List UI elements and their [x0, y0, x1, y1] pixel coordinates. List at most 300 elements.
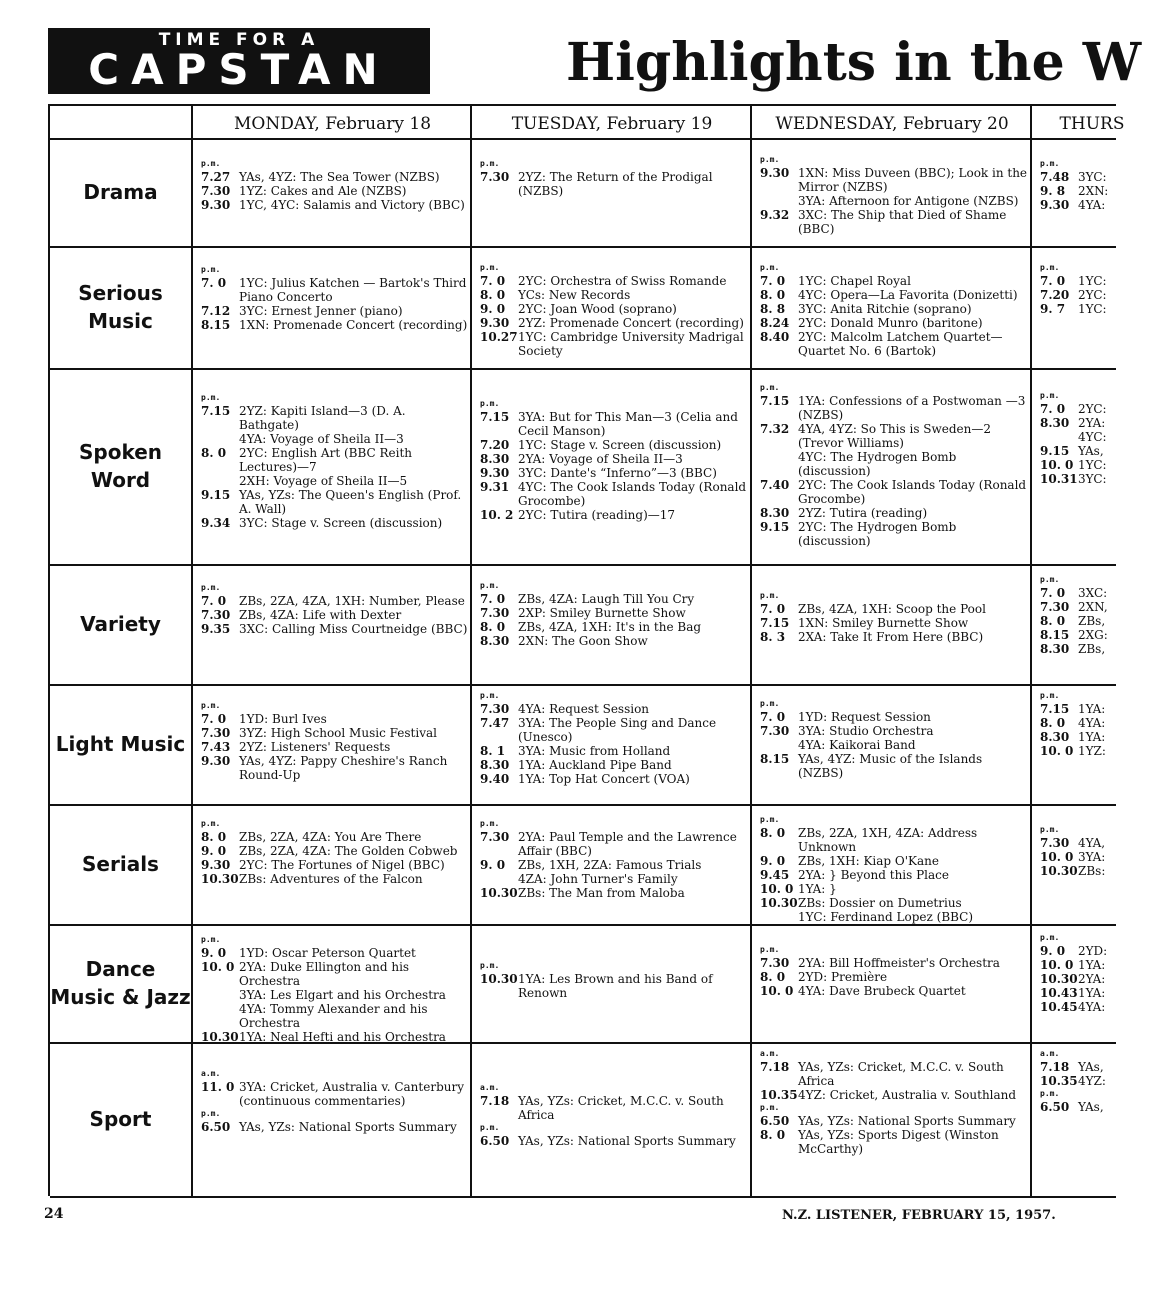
programme-time: 10.43: [1040, 986, 1078, 1000]
programme-time: 7. 0: [201, 276, 227, 290]
programme-title: 1YC: Chapel Royal: [798, 274, 911, 288]
programme-entry: [201, 988, 468, 1002]
period-marker: p.m.: [480, 691, 500, 700]
programme-entry: [201, 858, 468, 872]
programme-title: 2XP: Smiley Burnette Show: [518, 606, 686, 620]
period-marker: p.m.: [201, 265, 221, 274]
page-headline: Highlights in the W: [566, 32, 1142, 93]
listing-cell: [470, 804, 752, 924]
category-row-light-music: [50, 684, 1116, 806]
programme-time: 6.50: [1040, 1100, 1070, 1114]
period-marker: p.m.: [760, 155, 780, 164]
programme-title: 2YA: Paul Temple and the Lawrence Affair (BBC): [518, 830, 737, 858]
programme-time: 8.40: [760, 330, 790, 344]
programme-entry: [480, 744, 748, 758]
programme-time: 10. 0: [1040, 744, 1074, 758]
programme-entry: [201, 1080, 468, 1108]
programme-time: 7. 0: [201, 712, 227, 726]
programme-time: 9.30: [760, 166, 790, 180]
programme-title: 2YZ: Kapiti Island—3 (D. A. Bathgate): [239, 404, 406, 432]
programme-title: 1YC, 4YC: Salamis and Victory (BBC): [239, 198, 465, 212]
programme-entry: [480, 872, 748, 886]
programme-entry: [1040, 944, 1148, 958]
programme-time: 9.15: [201, 488, 231, 502]
listing-cell: [470, 1042, 752, 1196]
programme-entry: [1040, 836, 1148, 850]
programme-entry: [480, 634, 748, 648]
programme-time: 7.20: [1040, 288, 1070, 302]
programme-time: 8. 0: [760, 970, 786, 984]
period-marker: p.m.: [201, 393, 221, 402]
programme-time: 7.30: [480, 702, 510, 716]
programme-entry: [760, 910, 1028, 924]
category-label: Serials: [82, 852, 159, 876]
programme-time: 8. 0: [201, 446, 227, 460]
programme-title: 2YC: The Hydrogen Bomb (discussion): [798, 520, 957, 548]
listing-cell: [470, 246, 752, 368]
programme-entry: [480, 288, 748, 302]
programme-title: 2YD: Première: [798, 970, 888, 984]
programme-entry: [480, 830, 748, 858]
programme-time: 9.15: [1040, 444, 1070, 458]
programme-time: 9. 0: [201, 844, 227, 858]
programme-title: 2YC: Malcolm Latchem Quartet—Quartet No. 6 (Bartok): [798, 330, 1003, 358]
period-marker: p.m.: [760, 945, 780, 954]
listing-cell: [470, 368, 752, 564]
programme-entry: [480, 330, 748, 358]
period-marker: p.m.: [1040, 263, 1060, 272]
programme-time: 10.30: [1040, 972, 1078, 986]
programme-time: 10.45: [1040, 1000, 1078, 1014]
programme-title: 3XC:: [1078, 586, 1108, 600]
programme-entry: [760, 896, 1028, 910]
category-label: Dance Music & Jazz: [50, 957, 191, 1009]
programme-title: 4YA: Tommy Alexander and his Orchestra: [239, 1002, 428, 1030]
programme-title: YAs,: [1078, 444, 1104, 458]
programme-time: 8. 0: [1040, 614, 1066, 628]
programme-entry: [760, 288, 1028, 302]
programme-time: 7.30: [480, 606, 510, 620]
listing-cell: [191, 684, 472, 804]
programme-time: 7.30: [1040, 600, 1070, 614]
programme-title: 2YZ: Tutira (reading): [798, 506, 928, 520]
programme-time: 7.15: [480, 410, 510, 424]
programme-title: ZBs: The Man from Maloba: [518, 886, 685, 900]
programme-time: 10.31: [1040, 472, 1078, 486]
programme-time: 7.20: [480, 438, 510, 452]
category-label: Sport: [89, 1107, 152, 1131]
programme-entry: [480, 316, 748, 330]
programme-time: [1040, 430, 1078, 444]
programme-title: 2YA: Duke Ellington and his Orchestra: [239, 960, 410, 988]
programme-time: 7.40: [760, 478, 790, 492]
programme-time: [201, 1002, 239, 1030]
listing-cell: [1030, 138, 1152, 246]
programme-title: 2XN: The Goon Show: [518, 634, 648, 648]
programme-title: YAs, 4YZ: The Sea Tower (NZBS): [239, 170, 440, 184]
programme-time: 9. 8: [1040, 184, 1066, 198]
programme-title: 3YC: Dante's “Inferno”—3 (BBC): [518, 466, 717, 480]
programme-entry: [201, 276, 468, 304]
listing-cell: [1030, 1042, 1152, 1196]
programme-time: [480, 872, 518, 886]
period-marker: p.m.: [480, 1123, 500, 1132]
period-marker: p.m.: [1040, 933, 1060, 942]
programme-time: 9.15: [760, 520, 790, 534]
programme-entry: [480, 716, 748, 744]
category-row-drama: [50, 138, 1116, 248]
programme-time: [201, 474, 239, 488]
programme-title: ZBs,: [1078, 614, 1106, 628]
programme-title: 2YC: Joan Wood (soprano): [518, 302, 677, 316]
programme-time: 7. 0: [1040, 586, 1066, 600]
programme-time: 8. 0: [201, 830, 227, 844]
period-marker: p.m.: [201, 159, 221, 168]
programme-entry: [201, 946, 468, 960]
programme-title: 2YC: Tutira (reading)—17: [518, 508, 676, 522]
programme-time: 7.48: [1040, 170, 1070, 184]
period-marker: p.m.: [760, 699, 780, 708]
day-header-1: MONDAY, February 18: [191, 106, 472, 138]
programme-time: 9.30: [201, 754, 231, 768]
programme-entry: [480, 758, 748, 772]
programme-time: 7.27: [201, 170, 231, 184]
programme-time: 9.34: [201, 516, 231, 530]
listing-cell: [750, 564, 1032, 684]
programme-title: ZBs, 1XH, 2ZA: Famous Trials: [518, 858, 702, 872]
programme-entry: [201, 594, 468, 608]
listing-cell: [1030, 246, 1152, 368]
programme-time: 10. 0: [760, 882, 794, 896]
programme-title: YAs, YZs: Cricket, M.C.C. v. South Africa: [518, 1094, 724, 1122]
programme-time: 9.30: [201, 198, 231, 212]
programme-time: 9.35: [201, 622, 231, 636]
programme-entry: [480, 466, 748, 480]
programme-entry: [760, 478, 1028, 506]
category-label: Serious Music: [78, 281, 163, 333]
programme-entry: [480, 858, 748, 872]
programme-time: 7.30: [201, 608, 231, 622]
period-marker: p.m.: [201, 819, 221, 828]
listing-cell: [1030, 924, 1152, 1042]
programme-entry: [760, 630, 1028, 644]
programme-entry: [480, 1134, 748, 1148]
category-label: Drama: [83, 180, 158, 204]
period-marker: p.m.: [760, 1103, 780, 1112]
programme-title: 2YA: Bill Hoffmeister's Orchestra: [798, 956, 1000, 970]
programme-entry: [201, 608, 468, 622]
programme-entry: [1040, 744, 1148, 758]
programme-time: 7.15: [760, 394, 790, 408]
programme-entry: [1040, 444, 1148, 458]
programme-time: 8.15: [201, 318, 231, 332]
programme-time: 8.30: [1040, 416, 1070, 430]
period-marker: p.m.: [760, 383, 780, 392]
programme-time: 8.30: [480, 634, 510, 648]
programme-entry: [760, 1114, 1028, 1128]
programme-title: 1YC:: [1078, 274, 1107, 288]
day-header-3: WEDNESDAY, February 20: [750, 106, 1032, 138]
programme-title: ZBs, 2ZA, 4ZA: The Golden Cobweb: [239, 844, 458, 858]
programme-entry: [1040, 716, 1148, 730]
listing-cell: [470, 684, 752, 804]
listing-cell: [470, 138, 752, 246]
programme-title: ZBs:: [1078, 864, 1106, 878]
programme-time: [760, 738, 798, 752]
programme-entry: [201, 872, 468, 886]
programme-entry: [760, 302, 1028, 316]
programme-entry: [760, 826, 1028, 854]
programme-title: 1YA:: [1078, 702, 1106, 716]
programme-entry: [201, 170, 468, 184]
category-row-spoken-word: [50, 368, 1116, 566]
programme-entry: [201, 960, 468, 988]
programme-entry: [480, 1094, 748, 1122]
programme-time: 7.15: [760, 616, 790, 630]
programme-title: ZBs,: [1078, 642, 1106, 656]
programme-time: 7. 0: [1040, 402, 1066, 416]
programme-time: 8.24: [760, 316, 790, 330]
programme-time: 7.12: [201, 304, 231, 318]
programme-time: 7.30: [760, 956, 790, 970]
programme-title: 3YC: Stage v. Screen (discussion): [239, 516, 443, 530]
period-marker: p.m.: [760, 263, 780, 272]
programme-entry: [480, 772, 748, 786]
programme-time: 7.18: [760, 1060, 790, 1074]
category-row-variety: [50, 564, 1116, 686]
programme-time: 7. 0: [760, 602, 786, 616]
listing-cell: [191, 246, 472, 368]
programme-title: 3YA: But for This Man—3 (Celia and Cecil Manson): [518, 410, 738, 438]
programme-entry: [1040, 614, 1148, 628]
programme-entry: [201, 1002, 468, 1030]
listing-cell: [191, 564, 472, 684]
programme-entry: [1040, 198, 1148, 212]
category-label: Variety: [80, 612, 161, 636]
programme-entry: [1040, 458, 1148, 472]
programme-entry: [480, 508, 748, 522]
programme-title: YAs, YZs: National Sports Summary: [798, 1114, 1016, 1128]
period-marker: p.m.: [201, 583, 221, 592]
period-marker: p.m.: [1040, 575, 1060, 584]
programme-title: 3YA: Afternoon for Antigone (NZBS): [798, 194, 1019, 208]
programme-title: 2YC: Orchestra of Swiss Romande: [518, 274, 727, 288]
programme-entry: [1040, 288, 1148, 302]
programme-entry: [760, 956, 1028, 970]
listing-cell: [750, 804, 1032, 924]
programme-title: 2YA: } Beyond this Place: [798, 868, 949, 882]
programme-time: 10. 0: [1040, 850, 1074, 864]
programme-entry: [760, 194, 1028, 208]
programme-entry: [201, 754, 468, 782]
programme-time: 8.30: [480, 758, 510, 772]
programme-title: YAs, 4YZ: Pappy Cheshire's Ranch Round-Up: [239, 754, 448, 782]
programme-entry: [480, 592, 748, 606]
programme-entry: [760, 1128, 1028, 1156]
listing-cell: [750, 1042, 1032, 1196]
programme-entry: [760, 1060, 1028, 1088]
programme-title: 1YC: Stage v. Screen (discussion): [518, 438, 722, 452]
programme-time: 9. 0: [201, 946, 227, 960]
programme-time: 7.47: [480, 716, 510, 730]
programme-title: 4YA: Request Session: [518, 702, 650, 716]
programme-time: 9.32: [760, 208, 790, 222]
programme-title: YAs, 4YZ: Music of the Islands (NZBS): [798, 752, 983, 780]
programme-time: 9. 7: [1040, 302, 1066, 316]
programme-title: 3XC: The Ship that Died of Shame (BBC): [798, 208, 1007, 236]
programme-time: 9.45: [760, 868, 790, 882]
programme-time: 8. 0: [760, 288, 786, 302]
period-marker: p.m.: [1040, 159, 1060, 168]
programme-entry: [1040, 642, 1148, 656]
programme-time: [760, 910, 798, 924]
programme-title: 3YC: Ernest Jenner (piano): [239, 304, 403, 318]
advert-tagline: TIME FOR A: [158, 30, 320, 50]
programme-title: 3YC: Anita Ritchie (soprano): [798, 302, 972, 316]
programme-title: 1YA: Neal Hefti and his Orchestra: [239, 1030, 446, 1044]
programme-time: 10.35: [760, 1088, 798, 1102]
programme-entry: [201, 622, 468, 636]
programme-time: 9.30: [1040, 198, 1070, 212]
programme-title: 2XN:: [1078, 184, 1109, 198]
programme-time: 9. 0: [480, 858, 506, 872]
programme-title: ZBs, 2ZA, 1XH, 4ZA: Address Unknown: [798, 826, 978, 854]
period-marker: p.m.: [760, 815, 780, 824]
programme-title: 3YA: Cricket, Australia v. Canterbury (continuous commentaries): [239, 1080, 464, 1108]
period-marker: p.m.: [760, 591, 780, 600]
programme-title: ZBs, 4ZA: Laugh Till You Cry: [518, 592, 695, 606]
programme-entry: [480, 274, 748, 288]
programme-time: 8. 8: [760, 302, 786, 316]
programme-time: 8. 0: [480, 288, 506, 302]
period-marker: p.m.: [480, 263, 500, 272]
listing-cell: [191, 804, 472, 924]
programme-entry: [1040, 972, 1148, 986]
programme-title: ZBs: Adventures of the Falcon: [239, 872, 423, 886]
programme-title: 1YA: }: [798, 882, 837, 896]
programme-time: 9. 0: [1040, 944, 1066, 958]
programme-entry: [760, 752, 1028, 780]
programme-time: 10.35: [1040, 1074, 1078, 1088]
programme-time: 9.40: [480, 772, 510, 786]
programme-entry: [1040, 1060, 1148, 1074]
programme-title: 2XA: Take It From Here (BBC): [798, 630, 984, 644]
programme-time: 7.32: [760, 422, 790, 436]
listing-cell: [470, 924, 752, 1042]
programme-entry: [480, 606, 748, 620]
programme-title: 4YA: Dave Brubeck Quartet: [798, 984, 966, 998]
category-row-sport: [50, 1042, 1116, 1198]
category-label: Light Music: [55, 732, 186, 756]
programme-time: 6.50: [760, 1114, 790, 1128]
programme-entry: [760, 970, 1028, 984]
programme-entry: [201, 488, 468, 516]
listings-grid: [48, 104, 1125, 1196]
programme-title: 2YZ: Listeners' Requests: [239, 740, 391, 754]
period-marker: p.m.: [480, 819, 500, 828]
listing-cell: [750, 684, 1032, 804]
programme-title: 2YC: The Cook Islands Today (Ronald Grocombe): [798, 478, 1027, 506]
programme-title: 2YD:: [1078, 944, 1108, 958]
programme-time: 10. 2: [480, 508, 514, 522]
programme-entry: [201, 474, 468, 488]
category-label: Spoken Word: [78, 440, 163, 492]
programme-entry: [1040, 864, 1148, 878]
programme-title: 1YA: Les Brown and his Band of Renown: [518, 972, 713, 1000]
programme-title: 1YD: Request Session: [798, 710, 931, 724]
programme-time: 9.30: [480, 316, 510, 330]
programme-entry: [1040, 958, 1148, 972]
programme-entry: [201, 726, 468, 740]
programme-time: 10. 0: [1040, 958, 1074, 972]
programme-title: YAs, YZs: National Sports Summary: [518, 1134, 736, 1148]
programme-time: 7.43: [201, 740, 231, 754]
category-row-dance-music-jazz: [50, 924, 1116, 1044]
programme-time: 7.15: [201, 404, 231, 418]
programme-time: 9. 0: [760, 854, 786, 868]
programme-entry: [1040, 702, 1148, 716]
programme-title: 1YC: Ferdinand Lopez (BBC): [798, 910, 974, 924]
programme-time: 7.18: [480, 1094, 510, 1108]
programme-entry: [760, 330, 1028, 358]
programme-entry: [201, 740, 468, 754]
programme-time: 10.30: [480, 886, 518, 900]
programme-title: 1XN: Miss Duveen (BBC); Look in the Mirror (NZBS): [798, 166, 1028, 194]
period-marker: p.m.: [1040, 391, 1060, 400]
programme-entry: [480, 886, 748, 900]
programme-title: YAs,: [1078, 1100, 1104, 1114]
programme-time: [201, 988, 239, 1002]
programme-title: 4YA: Kaikorai Band: [798, 738, 916, 752]
programme-entry: [1040, 472, 1148, 486]
programme-title: 4ZA: John Turner's Family: [518, 872, 678, 886]
period-marker: p.m.: [1040, 1089, 1060, 1098]
programme-title: 4YA:: [1078, 198, 1106, 212]
programme-entry: [480, 480, 748, 508]
programme-entry: [480, 438, 748, 452]
programme-time: 8. 3: [760, 630, 786, 644]
programme-title: 4YA:: [1078, 716, 1106, 730]
programme-title: 4YC: Opera—La Favorita (Donizetti): [798, 288, 1018, 302]
programme-title: 4YC: The Cook Islands Today (Ronald Grocombe): [518, 480, 747, 508]
programme-title: 3YA: The People Sing and Dance (Unesco): [518, 716, 717, 744]
programme-title: 2YC: Donald Munro (baritone): [798, 316, 983, 330]
programme-title: ZBs, 4ZA, 1XH: Scoop the Pool: [798, 602, 986, 616]
programme-title: 2XH: Voyage of Sheila II—5: [239, 474, 408, 488]
programme-title: 1YA: Confessions of a Postwoman —3 (NZBS): [798, 394, 1026, 422]
programme-title: 2YC:: [1078, 288, 1107, 302]
programme-entry: [1040, 1074, 1148, 1088]
period-marker: p.m.: [201, 1109, 221, 1118]
programme-time: 10. 0: [760, 984, 794, 998]
programme-time: 7. 0: [760, 710, 786, 724]
programme-time: [201, 432, 239, 446]
programme-title: 1YA: Top Hat Concert (VOA): [518, 772, 690, 786]
programme-entry: [760, 394, 1028, 422]
programme-time: 6.50: [201, 1120, 231, 1134]
day-header-4: THURS: [1030, 106, 1152, 138]
category-row-serials: [50, 804, 1116, 926]
period-marker: a.m.: [1040, 1049, 1060, 1058]
programme-entry: [760, 208, 1028, 236]
programme-entry: [760, 166, 1028, 194]
programme-entry: [1040, 586, 1148, 600]
programme-time: 10.30: [1040, 864, 1078, 878]
programme-entry: [760, 274, 1028, 288]
programme-entry: [1040, 302, 1148, 316]
programme-entry: [480, 170, 748, 198]
period-marker: p.m.: [480, 399, 500, 408]
